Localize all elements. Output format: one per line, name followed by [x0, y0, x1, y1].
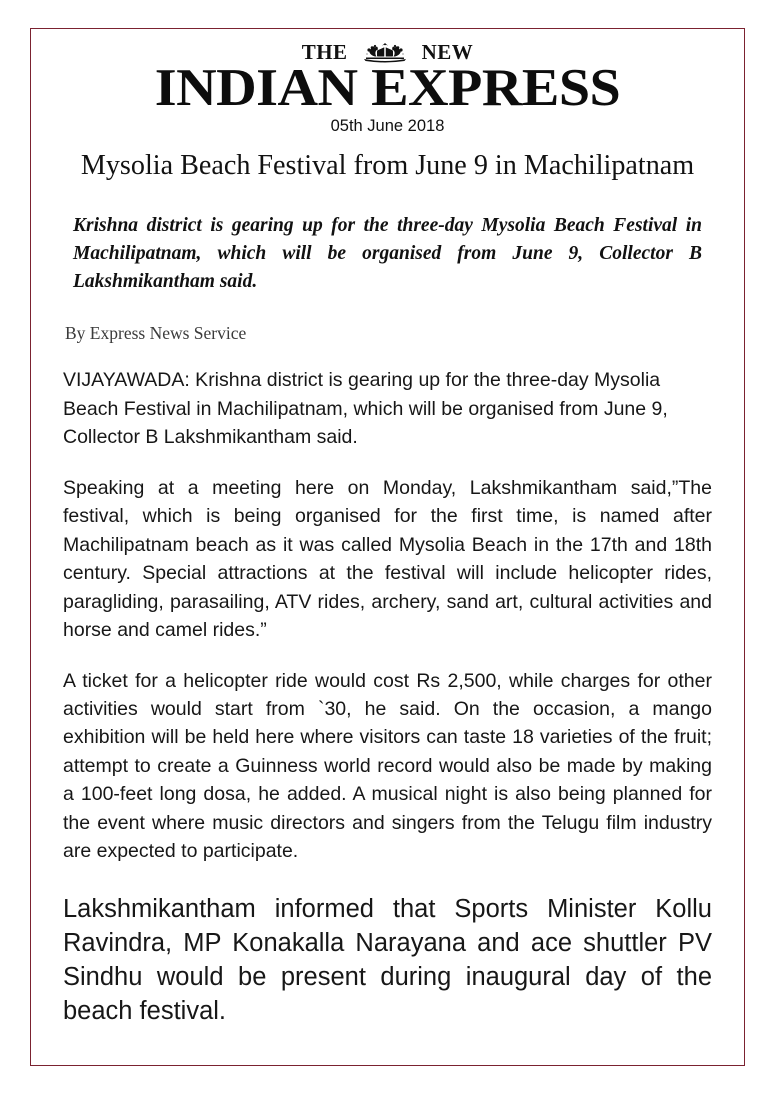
article-paragraph: VIJAYAWADA: Krishna district is gearing up for the three-day Mysolia Beach Festival in Machilipatnam, which will be organised from June 9, Collector B Lakshmikantham said.	[63, 369, 668, 449]
masthead-the-label: THE	[301, 39, 348, 64]
publication-date: 05th June 2018	[330, 117, 445, 136]
masthead-new-label: NEW	[421, 39, 474, 64]
masthead-title: INDIAN EXPRESS	[154, 59, 621, 117]
article-paragraph: A ticket for a helicopter ride would cost Rs 2,500, while charges for other activities would start from `30, he said. On the occasion, a mango exhibition will be held here where visitors can taste 18 varieties of the fruit; attempt to create a Guinness world record would also be made by making a 100-feet long dosa, he added. A musical night is also being planned for the event where music directors and singers from the Telugu film industry are expected to participate.	[63, 669, 712, 863]
newspaper-masthead	[61, 39, 714, 137]
page-content	[31, 29, 744, 1028]
article-paragraph: Lakshmikantham informed that Sports Minister Kollu Ravindra, MP Konakalla Narayana and ace shuttler PV Sindhu would be present during inaugural day of the beach festival.	[63, 894, 712, 1026]
article-standfirst: Krishna district is gearing up for the three-day Mysolia Beach Festival in Machilipatnam, which will be organised from June 9, Collector B Lakshmikantham said.	[73, 215, 702, 292]
article-byline: By Express News Service	[65, 323, 247, 344]
page-border-frame	[30, 28, 745, 1066]
article-paragraph: Speaking at a meeting here on Monday, Lakshmikantham said,”The festival, which is being organised for the first time, is named after Machilipatnam beach as it was called Mysolia Beach in the 17th and 18th century. Special attractions at the festival will include helicopter rides, paragliding, parasailing, ATV rides, archery, sand art, cultural activities and horse and camel rides.”	[63, 476, 712, 642]
article-headline: Mysolia Beach Festival from June 9 in Machilipatnam	[80, 148, 695, 181]
